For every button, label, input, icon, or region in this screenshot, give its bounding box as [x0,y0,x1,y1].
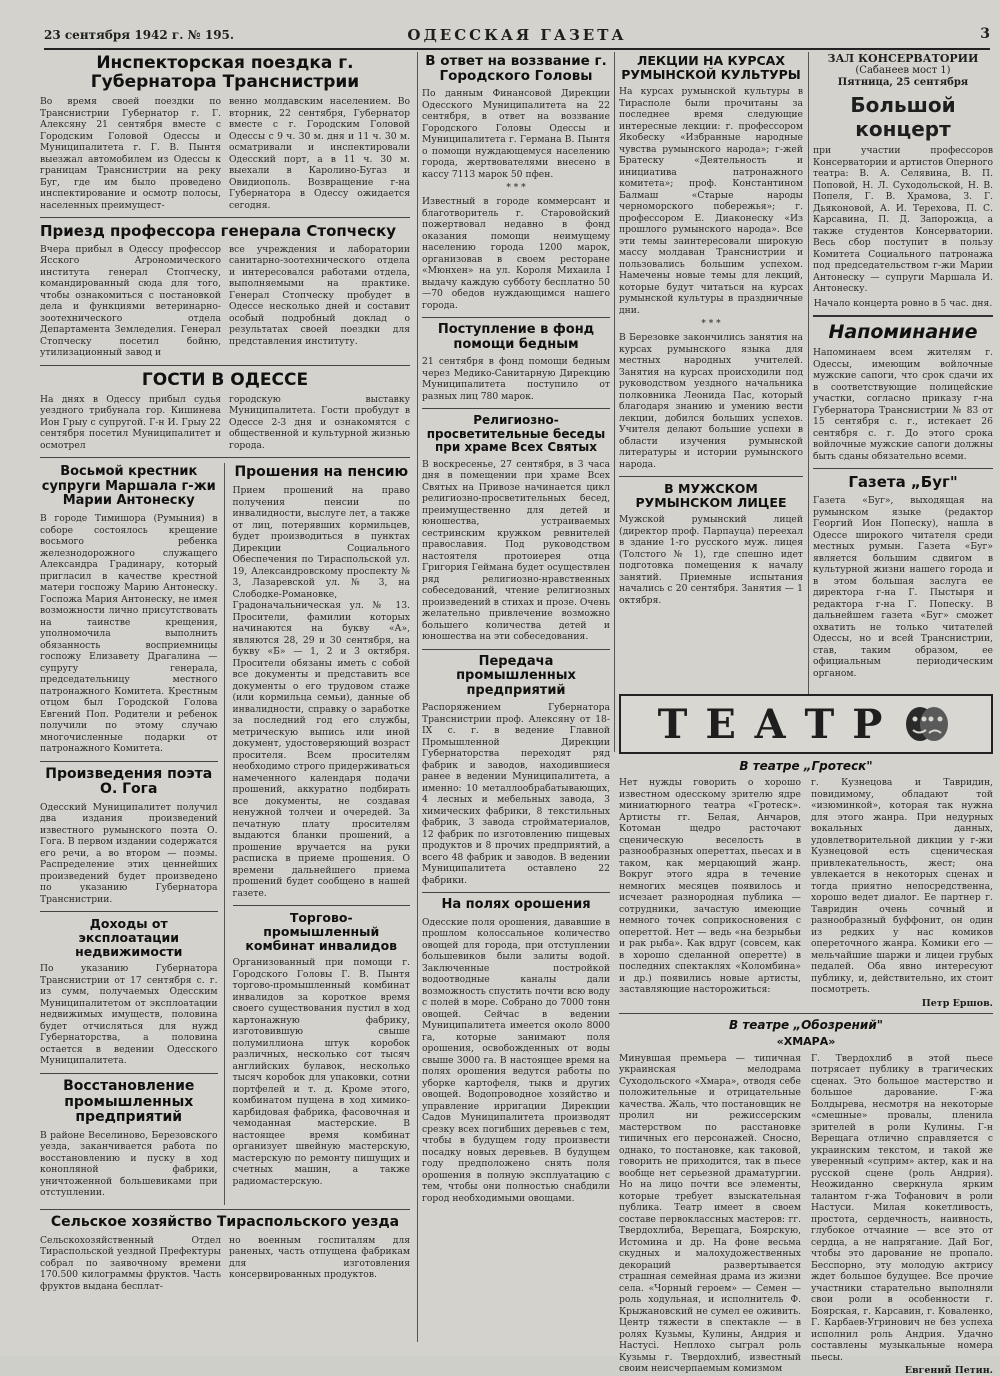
article-body: Сельскохозяйственный Отдел Тираспольской уездной Префектуры собрал по заявочному времени 170.500 килограммы фруктов. Часть фруктов выдана бесплат- [40,1234,221,1292]
theatre-obozr-title: В театре „Обозрений" [729,1017,883,1032]
article-guests [40,371,410,452]
article-body: Распоряжением Губернатора Транснистрии проф. Алексяну от 18-IX с. г. в ведение Главной Промышленной Дирекции Губернаторства переходят ряд фабрик и заводов, находившиеся ранее в ведении Муниципалитета, а именно: 10 металлообрабатывающих, 4 лесных и мебельных завода, 3 химических фабрики, 8 текстильных фабрик, 3 завода стройматериалов, 12 фабрик по изготовлению пищевых продуктов и 8 прочих предприятий, а всего 48 фабрик и заводов. В ведении Муниципалитета оставлено 22 фабрики. [422,702,610,886]
theatre-masks-icon [900,702,954,746]
headline: Инспекторская поездка г. Губернатора Транснистрии [90,53,360,93]
article-body: В районе Веселиново, Березовского уезда, заканчивается работа по восстановлению и пуску в ход конопляной фабрики, уничтоженной большевиками при отступлении. [40,1129,218,1199]
headline: Прошения на пенсию [234,464,409,481]
headline: Восстановление промышленных предприятий [63,1077,195,1126]
article-realty [40,917,218,1067]
article-fund [422,323,610,402]
column-rule [417,52,418,1342]
review-body: Минувшая премьера — типичная украинская мелодрама Суходольского «Хмара», отводя себе положительные и отрицательные качества. Жаль, что постановщик не пролил ни режиссерским мастерством по расстановке типичных его персонажей. Сносно, однако, то постановке, как таковой, говорить не приходится, так в пьесе вообще нет серьезной драматургии. Но на лицо почти все элементы, которые требует взыскательная публика. Театр имеет в своем составе первоклассных мастеров: гг. Твердохлиба, Верещага, Боярскую, Истомина и др. На фоне весьма скудных и малохудожественных декораций развертывается страшная семейная драма из жизни села. «Чорный героем» — Семен — роль ходульная, и исполнитель Ф. Крыжановский не сумел ее оживить. Центр тяжести в спектакле — в ролях Кузьмы, Кулины, Андрия и Настусі. Неплохо сыграл роль Кузьмы г. Твердохлиб, известный своим неисчерпаемым комизмом [619,1052,801,1375]
article-religion [422,414,610,642]
headline: Восьмой крестник супруги Маршала г-жи Марии Антонеску [41,464,216,509]
page-number: 3 [980,26,990,42]
article-irrigation [422,898,610,1204]
article-body: Газета «Буг», выходящая на румынском языке (редактор Георгий Ион Попеску), нашла в Одессе широкого читателя среди местных румын. Газета «Буг» является большим сдвигом в культурной жизни нашего города и в этом большая заслуга ее директора г-на Г. Пыстыря и редактора г-на Г. Попеску. В дальнейшем газета «Буг» сможет охватить не только читателей Одессы, но и всей Транснистрии, став, таким образом, ее официальным периодическим органом. [813,495,993,679]
article-body: все учреждения и лаборатории санитарно-зоотехнического отдела и интересовался работами отдела, выполняемыми на практике. Генерал Стопческу пробудет в Одессе несколько дней и составит особый подробный доклад о результатах своей поездки для представления институту. [229,243,410,347]
article-reminder [813,322,993,462]
review-body: Нет нужды говорить о хорошо известном одесскому зрителю ядре миниатюрного театра «Гротеск». Артисты гг. Белая, Анчаров, Котоман щедро расточают сценическую веселость в разнообразных опереттах, пьесах и в таком, как мерцающий жанр. Вокруг этого ядра в течение немногих месяцев появилось и исчезает разнородная публика — сотрудники, зачастую имеющие немного точек соприкосновения с опереттой. Нет — ведь «на безрыбьи и рак рыба». Как вдруг (совсем, как в хорошо сделанной оперетте) в последних спектаклях «Коломбина» и др.) появились новые артисты, заставляющие насторожиться: [619,777,801,996]
review-signature: Петр Ершов. [921,997,993,1009]
article-body: В воскресенье, 27 сентября, в 3 часа дня в помещении при храме Всех Святых на Привозе начинается цикл религиозно-просветительных бесед, преимущественно для детей и юношества, устраиваемых сестринским кружком ревнителей православия. Под руководством настоятеля протоиерея отца Григория Геймана будет осуществлен ряд религиозно-нравственных собеседований, чтение религиозных произведений в стихах и прозе. Очень желательно привлечение возможно большего количества детей и юношества на эти собеседования. [422,458,610,643]
article-body: Прием прошений на право получения пенсии по инвалидности, выслуге лет, а также от лиц, потерявших кормильцев, будет производиться в пунктах Дирекции Социального Обеспечения по Тираспольской ул. 19, Александровскому проспекту № 3, Лазаревской ул. № 3, на Слободке-Романовке, Градоначальническая ул. № 13. Просители, фамилии которых начинаются на букву «А», являются 28, 29 и 30 сентября, на букву «Б» — 1, 2 и 3 октября. Просители обязаны иметь с собой все документы и представить все документы о его трудовом стаже (или кормильца семьи), данные об инвалидности, справку о заработке за последний год его службы, метрическую выпись или иной документ, удостоверяющий возраст просителя. Всем просителям необходимо строго придерживаться намеченного календаря подачи прошений, аккуратно подбирать все документы, не создавая ненужной толчеи и очередей. За печатную плату просителям выдаются бланки прошений, а прошение вручается на руки расписка в приеме прошения. О времени дальнейшего приема прошений будет сообщено в нашей газете. [232,485,410,899]
article-transfer [422,655,610,887]
concert-address: (Сабанеев мост 1) [855,65,951,76]
article-godchild [40,465,218,754]
masthead [44,26,990,50]
article-body: Одесский Муниципалитет получил два издания произведений известного румынского поэта О. Гога. В первом издании содержатся его речи, а во втором — поэмы. Распределение этих ценнейших произведений будет произведено по указанию Губернатора Транснистрии. [40,801,218,905]
article-body: Во время своей поездки по Транснистрии Губернатор г. Г. Алексяну 21 сентября вместе с Городским Головой Одессы и Муниципалитета г. Г. В. Пынтя выезжал автомобилем из Одессы к границам Транснистрии на реку Буг, где им было проведено инспектирование и осмотр полосы, населенных преимущест- [40,96,221,211]
concert-body: при участии профессоров Консерватории и артистов Оперного театра: В. А. Селявина, В. П. Поповой, Н. Л. Суходольской, Н. В. Попеля, Г. В. Храмова, З. Г. Дьяконовой, А. И. Терехова, П. С. Карсавина, П. Д. Запорожца, а также студентов Консерватории. Весь сбор поступит в пользу Комитета Социального патронажа под председательством г-жи Марии Антонеску — супруги Маршала И. Антонеску. [813,145,993,294]
article-agri [40,1215,410,1292]
concert-ad [813,52,993,309]
headline: Религиозно-просветительные беседы при храме Всех Святых [426,413,606,455]
headline: ГОСТИ В ОДЕССЕ [141,369,309,390]
headline: Напоминание [828,321,978,343]
article-body: венно молдавским населением. Во вторник, 22 сентября, Губернатор вместе с г. Городским Головой Одессы с 9 ч. 30 м. дня и 11 ч. 30 м. осматривали и инспектировали Одесский порт, а в 11 ч. 30 м. выехали в Каролино-Бугаз и Овидиополь. Возвращение г-на Губернатора в Одессу ожидается сегодня. [229,96,410,211]
headline: Произведения поэта О. Гога [45,765,213,798]
review-body: г. Кузнецова и Тавридин, повидимому, обладают той «изюминкой», которая так нужна для этого жанра. При недурных вокальных данных, удовлетворительной дикции у г-жи Кузнецовой есть сценическая привлекательность, жест; она увлекается в некоторых сценах и тогда приятно непосредственна, хорошо ведет диалог. Ее партнер г. Тавридин очень сочный и разнообразный буффонит, он один из редких у нас комиков опереточного жанра. Комики его — мельчайшие шаржи и лицеи грубых педалей. Оба явно интересуют публику, и, действительно, их стоит посмотреть. [811,777,993,996]
headline: В ответ на воззвание г. Городского Головы [425,53,607,85]
article-body: но военным госпиталям для раненых, часть отпущена фабрикам для изготовления консервированных продуктов. [229,1234,410,1281]
left-columns [40,52,410,1352]
review-signature: Евгений Петин. [904,1365,993,1376]
column-4 [619,52,803,752]
headline: В МУЖСКОМ РУМЫНСКОМ ЛИЦЕЕ [635,481,787,510]
headline: На полях орошения [441,897,591,913]
headline: Торгово-промышленный комбинат инвалидов [245,910,398,954]
concert-date: Пятница, 25 сентября [837,77,969,88]
theatre-banner-text: ТЕАТР [657,700,901,748]
article-bug [813,474,993,679]
article-poet [40,767,218,906]
article-body: Известный в городе коммерсант и благотворитель г. Старовойский пожертвовал недавно в фонд оказания помощи неимущему населению города 1200 марок, организовав в своем ресторане «Мюнхен» на ул. Короля Михаила I выдачу каждую субботу бесплатно 50—70 обедов нуждающимся нашего города. [422,196,610,311]
issue-date: 23 сентября 1942 г. № 195. [44,28,235,42]
article-lectures [619,54,803,470]
article-restore [40,1079,218,1199]
headline: Доходы от эксплоатации недвижимости [75,916,183,960]
article-body: По указанию Губернатора Транснистрии от 17 сентября с. г. из сумм, получаемых Одесским Муниципалитетом от эксплоатации недвижимых имуществ, половина будет отчисляться для нужд Губернаторства, а половина остается в ведении Одесского Муниципалитета. [40,963,218,1067]
concert-venue: ЗАЛ КОНСЕРВАТОРИИ [827,52,979,65]
review-body: Г. Твердохлиб в этой пьесе потрясает публику в трагических сценах. Это большое мастерство и большое дарование. Г-жа Болдырева, несмотря на некоторые «смешные» провалы, пленила зрителей в роли Кулины. Г-н Верещага отлично справляется с украинским текстом, и такой же уверенный «суприм» актер, как и на русской сцене (роль Андрия). Неожиданно сверкнула ярким талантом г-жа Тофанович в роли Настуси. Милая кокетливость, простота, сердечность, наивность, глубокое отчаяние — все это от сердца, а не напрягание. Дай Бог, чтобы это дарование не пропало. Бесспорно, эту молодую актрису ждет большое будущее. Все прочие участники старательно выполняли свои роли в особенности г. Боярская, г. Карсавин, г. Коваленко, Г. Карбаев-Угринович не без успеха исполнил роль Андрия. Удачно составлены музыкальные номера пьесы. [811,1052,993,1363]
column-5 [813,52,993,752]
concert-start: Начало концерта ровно в 5 час. дня. [813,297,993,309]
concert-title: Большой концерт [850,93,956,141]
headline: Поступление в фонд помощи бедным [437,322,595,352]
theatre-grotesk-title: В театре „Гротеск" [739,759,873,773]
headline: Газета „Буг" [848,473,958,492]
theatre-banner [619,694,993,754]
article-body: По данным Финансовой Дирекции Одесского Муниципалитета на 22 сентября, в ответ на воззвание Городского Головы Одессы и Муниципалитета г. Германа В. Пынтя о помощи нуждающемуся населению города, жертвователями внесено в кассу 7113 марок 50 пфен. [422,88,610,180]
article-lyceum [619,482,803,606]
article-body: Мужской румынский лицей (директор проф. Парпауца) переехал в здание 1-го русского муж. лицея (Толстого № 1), где спешно идет подготовка помещения к началу занятий. Приемные испытания начались с 20 сентября. Занятия — 1 октября. [619,514,803,606]
article-body: На днях в Одессу прибыл судья уездного трибунала гор. Кишинева Ион Грыу с супругой. Г-н И. Грыу 22 сентября посетил Муниципалитет и осмотрел [40,393,221,451]
article-inspection [40,54,410,211]
column-rule [614,52,615,752]
article-appeal [422,54,610,311]
article-body: На курсах румынской культуры в Тирасполе были прочитаны за последнее время следующие интересные лекции: г. профессором Якобеску «Избранные народные чувства румынского народа»; г-жей Братеску «Деятельность и инициатива патронажного комитета»; проф. Константином Балмаш «Старые народы черноморского побережья»; г. профессором Е. Диаконеску «Из прошлого румынского народа». Все эти темы заинтересовали широкую массу молдаван Транснистрии и пользовались большим успехом. Намечены новые темы для лекций, которые будут читаться на курсах румынской культуры в праздничные дни. [619,86,803,316]
article-pension [233,465,411,899]
article-body: Одесские поля орошения, дававшие в прошлом колоссальное количество овощей для города, при отступлении большевиков были залиты водой. Заключенные постройкой водоотводные каналы дали возможность спустить почти всю воду с полей в море. Собрано до 7000 тонн овощей. Сейчас в ведении Муниципалитета имеется около 8000 га, которые занимают поля орошения, освобожденных от воды свыше 3000 га. В настоящее время на полях орошения ведутся работы по уборке картофеля, тыкв и других овощей. Водопроводное хозяйство и управление ирригации Дирекции Садов Муниципалитета производят срезку всех погибших деревьев с тем, чтобы в будущем году произвести посадку новых деревьев. В будущем году предположено снять поля орошения в полную эксплуатацию с тем, чтобы они полностью снабдили город необходимыми овощами. [422,916,610,1204]
article-body: Напоминаем всем жителям г. Одессы, имеющим войлочные мужские сапоги, что срок сдачи их в соответствующие полицейские участки, согласно приказу г-на Губернатора Транснистрии № 83 от 15 сентября с. г., истекает 26 сентября с. г. До этого срока войлочные мужские сапоги должны быть сданы обязательно всеми. [813,347,993,462]
headline: Сельское хозяйство Тираспольского уезда [50,1213,400,1230]
separator-stars: * * * [701,319,721,329]
column-rule [808,52,809,752]
lower-left-columns [40,463,410,1205]
theatre-section [619,690,993,1376]
separator-stars: * * * [506,183,526,194]
play-title: «ХМАРА» [776,1035,836,1049]
headline: ЛЕКЦИИ НА КУРСАХ РУМЫНСКОЙ КУЛЬТУРЫ [621,53,801,82]
article-body: В Березовке закончились занятия на курсах румынского языка для местных народных учителей. Занятия на курсах происходили под руководством уездного начальника полковника Леонида Пас, который благодаря знанию и умению вести лекции, добился больших успехов. Учителя делают большие успехи в области изучения румынской литературы и истории румынского народа. [619,332,803,470]
article-body: Организованный при помощи г. Городского Головы Г. В. Пынтя торгово-промышленный комбинат инвалидов за короткое время своего существования пустил в ход картонажную фабрику, изготовившую свыше полумиллиона штук коробок различных, несколько сот тысяч английских булавок, несколько тысяч коробок для упаковки, сотни портфелей и т. д. Кроме этого, комбинатом пущена в ход химико-карбидовая фабрика, фасовочная и чемоданная мастерские. В настоящее время комбинат организует швейную мастерскую, мастерскую по ремонту пишущих и счетных машин, а также радиомастерскую. [232,957,410,1187]
column-3 [422,52,610,1352]
article-body: Вчера прибыл в Одессу профессор Ясского Агрономического института генерал Стопческу, командированный сюда для того, чтобы ознакомиться с постановкой дела и функциями ветеринарно-зоотехнического отдела Департамента Земледелия. Генерал Стопческу посетил бойню, утилизационный завод и [40,243,221,359]
article-stopchesku [40,223,410,359]
article-invalids [233,911,411,1187]
article-body: 21 сентября в фонд помощи бедным через Медико-Санитарную Дирекцию Муниципалитета поступило от разных лиц 780 марок. [422,356,610,402]
newspaper-title: ОДЕССКАЯ ГАЗЕТА [407,26,627,44]
article-body: В городе Тимишора (Румыния) в соборе состоялось крещение восьмого ребенка железнодорожного служащего Александра Градинару, который пригласил в качестве крестной матери госпожу Марию Антонеску. Госпожа Мария Антонеску, не имея возможности лично присутствовать на таинстве крещения, уполномочила выполнить обязанность восприемницы госпожу Елизавету Драгалина — супругу генерала, председательницу местного патронажного Комитета. Крестным отцом был Городской Голова Евгений Поп. Родители и ребенок получили по этому случаю многочисленные подарки от патронажного Комитета. [40,513,218,755]
article-body: городскую выставку Муниципалитета. Гости пробудут в Одессе 2-3 дня и ознакомятся с общественной и культурной жизнью города. [229,393,410,451]
headline: Передача промышленных предприятий [456,653,576,698]
headline: Приезд профессора генерала Стопческу [40,222,397,241]
